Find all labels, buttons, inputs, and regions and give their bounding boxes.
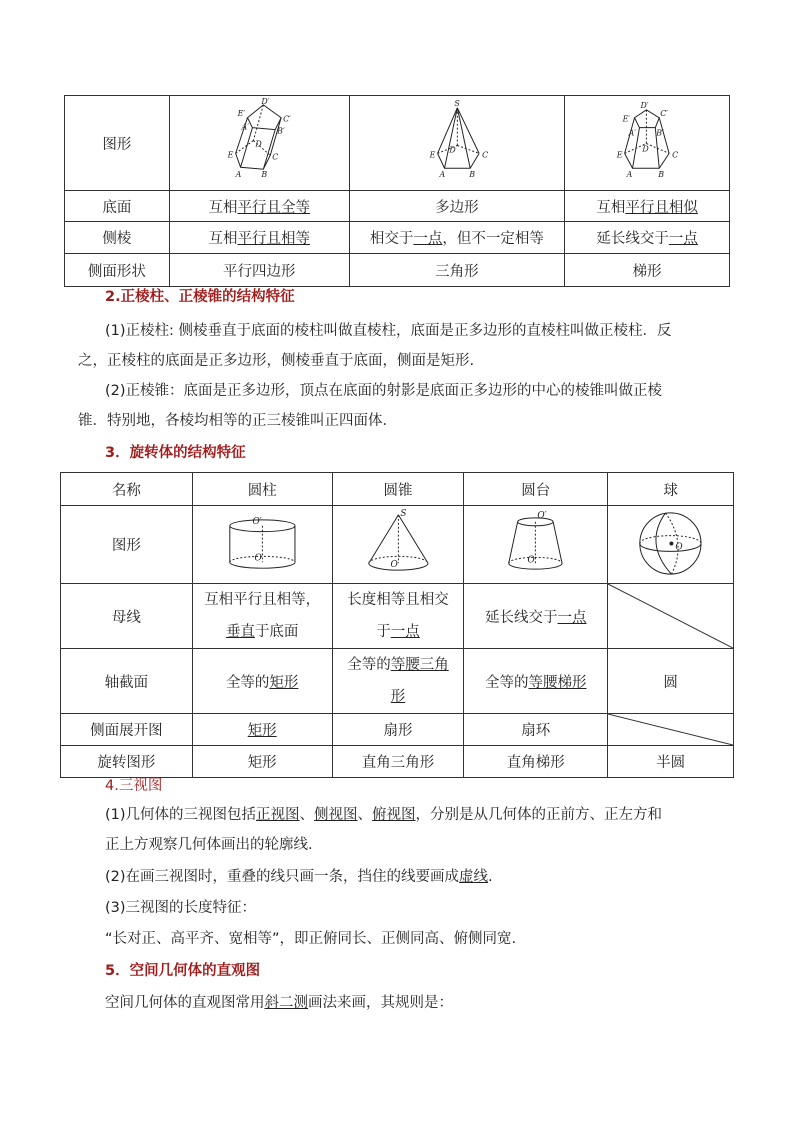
frustum-rev-figure bbox=[464, 506, 608, 584]
cylinder-generatrix: 互相平行且相等， 垂直于底面 bbox=[192, 584, 332, 649]
slash-line bbox=[608, 714, 733, 745]
row-label: 底面 bbox=[65, 191, 170, 222]
label-a: A bbox=[626, 170, 633, 180]
header-name: 名称 bbox=[61, 473, 193, 506]
row-label: 母线 bbox=[61, 584, 193, 649]
pyramid-edge: 相交于一点，但不一定相等 bbox=[349, 222, 565, 254]
table-row bbox=[65, 254, 730, 287]
label-b1: B′ bbox=[277, 126, 285, 136]
label-o1: O′ bbox=[537, 510, 548, 521]
label-d: D bbox=[255, 139, 262, 149]
table-row bbox=[65, 96, 730, 191]
frustum-base: 互相平行且相似 bbox=[565, 191, 730, 222]
section-4-p2: (2)在画三视图时，重叠的线只画一条，挡住的线要画成虚线. bbox=[105, 869, 493, 885]
label-b: B bbox=[468, 170, 475, 180]
label-b: B bbox=[658, 170, 665, 180]
sphere-unfold-na bbox=[608, 714, 734, 746]
table-row bbox=[65, 191, 730, 222]
cylinder-axial: 全等的矩形 bbox=[192, 649, 332, 714]
section-3-heading: 3．旋转体的结构特征 bbox=[105, 445, 246, 461]
table-row bbox=[61, 746, 734, 778]
label-c: C bbox=[272, 152, 279, 162]
pyramid-figure bbox=[349, 96, 565, 191]
sphere-generatrix-na bbox=[608, 584, 734, 649]
pyramid-face: 三角形 bbox=[349, 254, 565, 287]
solids-of-revolution-table bbox=[60, 472, 734, 778]
row-label: 图形 bbox=[65, 96, 170, 191]
frustum-unfold: 扇环 bbox=[464, 714, 608, 746]
label-o: O bbox=[675, 542, 683, 553]
label-c: C bbox=[481, 150, 488, 160]
section-4-p1: (1)几何体的三视图包括正视图、侧视图、俯视图，分别是从几何体的正前方、正左方和 bbox=[105, 807, 663, 823]
cylinder-diagram bbox=[193, 506, 332, 583]
label-s: S bbox=[453, 98, 460, 108]
header-cylinder: 圆柱 bbox=[192, 473, 332, 506]
label-c: C bbox=[672, 150, 679, 160]
label-o: O bbox=[527, 555, 536, 566]
table-row bbox=[61, 714, 734, 746]
row-label: 侧棱 bbox=[65, 222, 170, 254]
cylinder-rotation: 矩形 bbox=[192, 746, 332, 778]
row-label: 轴截面 bbox=[61, 649, 193, 714]
frustum-diagram bbox=[565, 96, 729, 190]
prism-figure bbox=[169, 96, 349, 191]
cylinder-unfold: 矩形 bbox=[192, 714, 332, 746]
row-label: 图形 bbox=[61, 506, 193, 584]
row-label: 侧面形状 bbox=[65, 254, 170, 287]
label-a: A bbox=[439, 170, 445, 180]
row-label: 侧面展开图 bbox=[61, 714, 193, 746]
sphere-diagram bbox=[608, 506, 733, 583]
section-2-p2-line1: (2)正棱锥：底面是正多边形，顶点在底面的射影是底面正多边形的中心的棱锥叫做正棱 bbox=[105, 383, 663, 399]
label-b1: B′ bbox=[656, 128, 665, 138]
section-2-heading: 2.正棱柱、正棱锥的结构特征 bbox=[105, 289, 295, 305]
label-e: E bbox=[429, 150, 435, 160]
frustum-figure bbox=[565, 96, 730, 191]
row-label: 旋转图形 bbox=[61, 746, 193, 778]
label-d: D bbox=[642, 144, 650, 154]
section-4-heading: 4.三视图 bbox=[105, 778, 163, 794]
label-o: O bbox=[390, 560, 398, 571]
table-row bbox=[61, 584, 734, 649]
polyhedra-table bbox=[64, 95, 730, 287]
label-o1: O′ bbox=[252, 516, 262, 527]
label-d1: D′ bbox=[640, 100, 649, 110]
header-frustum: 圆台 bbox=[464, 473, 608, 506]
cone-diagram bbox=[333, 506, 464, 583]
pyramid-diagram bbox=[350, 96, 565, 190]
pyramid-base: 多边形 bbox=[349, 191, 565, 222]
frustum-face: 梯形 bbox=[565, 254, 730, 287]
label-d1: D′ bbox=[261, 96, 270, 106]
header-cone: 圆锥 bbox=[332, 473, 464, 506]
sphere-rotation: 半圆 bbox=[608, 746, 734, 778]
section-2-p1-line1: (1)正棱柱: 侧棱垂直于底面的棱柱叫做直棱柱，底面是正多边形的直棱柱叫做正棱柱．反 bbox=[105, 323, 672, 339]
sphere-axial: 圆 bbox=[608, 649, 734, 714]
label-a: A bbox=[235, 170, 242, 180]
cone-figure bbox=[332, 506, 464, 584]
section-4-p3: (3)三视图的长度特征： bbox=[105, 900, 257, 916]
label-b: B bbox=[261, 170, 267, 180]
label-c1: C′ bbox=[660, 108, 669, 118]
label-a1: A′ bbox=[241, 122, 249, 132]
cone-axial: 全等的等腰三角 形 bbox=[332, 649, 464, 714]
table-row bbox=[61, 506, 734, 584]
section-4-p1-line2: 正上方观察几何体画出的轮廓线. bbox=[105, 837, 313, 853]
prism-face: 平行四边形 bbox=[169, 254, 349, 287]
frustum-axial: 全等的等腰梯形 bbox=[464, 649, 608, 714]
label-c1: C′ bbox=[282, 114, 291, 124]
label-e: E bbox=[227, 150, 234, 160]
section-5-heading: 5．空间几何体的直观图 bbox=[105, 963, 261, 979]
prism-edge: 互相平行且相等 bbox=[169, 222, 349, 254]
cone-generatrix: 长度相等且相交 于一点 bbox=[332, 584, 464, 649]
prism-diagram bbox=[170, 96, 349, 190]
cylinder-figure bbox=[192, 506, 332, 584]
section-2-p2-line2: 锥．特别地，各棱均相等的正三棱锥叫正四面体． bbox=[78, 413, 397, 429]
frustum-rev-diagram bbox=[464, 506, 607, 583]
slash-line bbox=[608, 584, 733, 648]
table-header-row bbox=[61, 473, 734, 506]
cone-unfold: 扇形 bbox=[332, 714, 464, 746]
label-o: O bbox=[254, 553, 262, 564]
section-2-p1-line2: 之，正棱柱的底面是正多边形，侧棱垂直于底面，侧面是矩形. bbox=[78, 353, 475, 369]
label-a1: A′ bbox=[628, 128, 637, 138]
frustum-generatrix: 延长线交于一点 bbox=[464, 584, 608, 649]
frustum-edge: 延长线交于一点 bbox=[565, 222, 730, 254]
frustum-rotation: 直角梯形 bbox=[464, 746, 608, 778]
label-d: D bbox=[448, 145, 456, 155]
label-e1: E′ bbox=[622, 114, 631, 124]
header-sphere: 球 bbox=[608, 473, 734, 506]
section-4-p4: “长对正、高平齐、宽相等”，即正俯同长、正侧同高、俯侧同宽. bbox=[105, 931, 517, 947]
section-5-p1: 空间几何体的直观图常用斜二测画法来画，其规则是： bbox=[105, 995, 453, 1011]
sphere-figure bbox=[608, 506, 734, 584]
label-e1: E′ bbox=[237, 108, 246, 118]
label-e: E bbox=[616, 150, 623, 160]
cone-rotation: 直角三角形 bbox=[332, 746, 464, 778]
table-row bbox=[61, 649, 734, 714]
prism-base: 互相平行且全等 bbox=[169, 191, 349, 222]
label-s: S bbox=[399, 508, 407, 519]
table-row bbox=[65, 222, 730, 254]
